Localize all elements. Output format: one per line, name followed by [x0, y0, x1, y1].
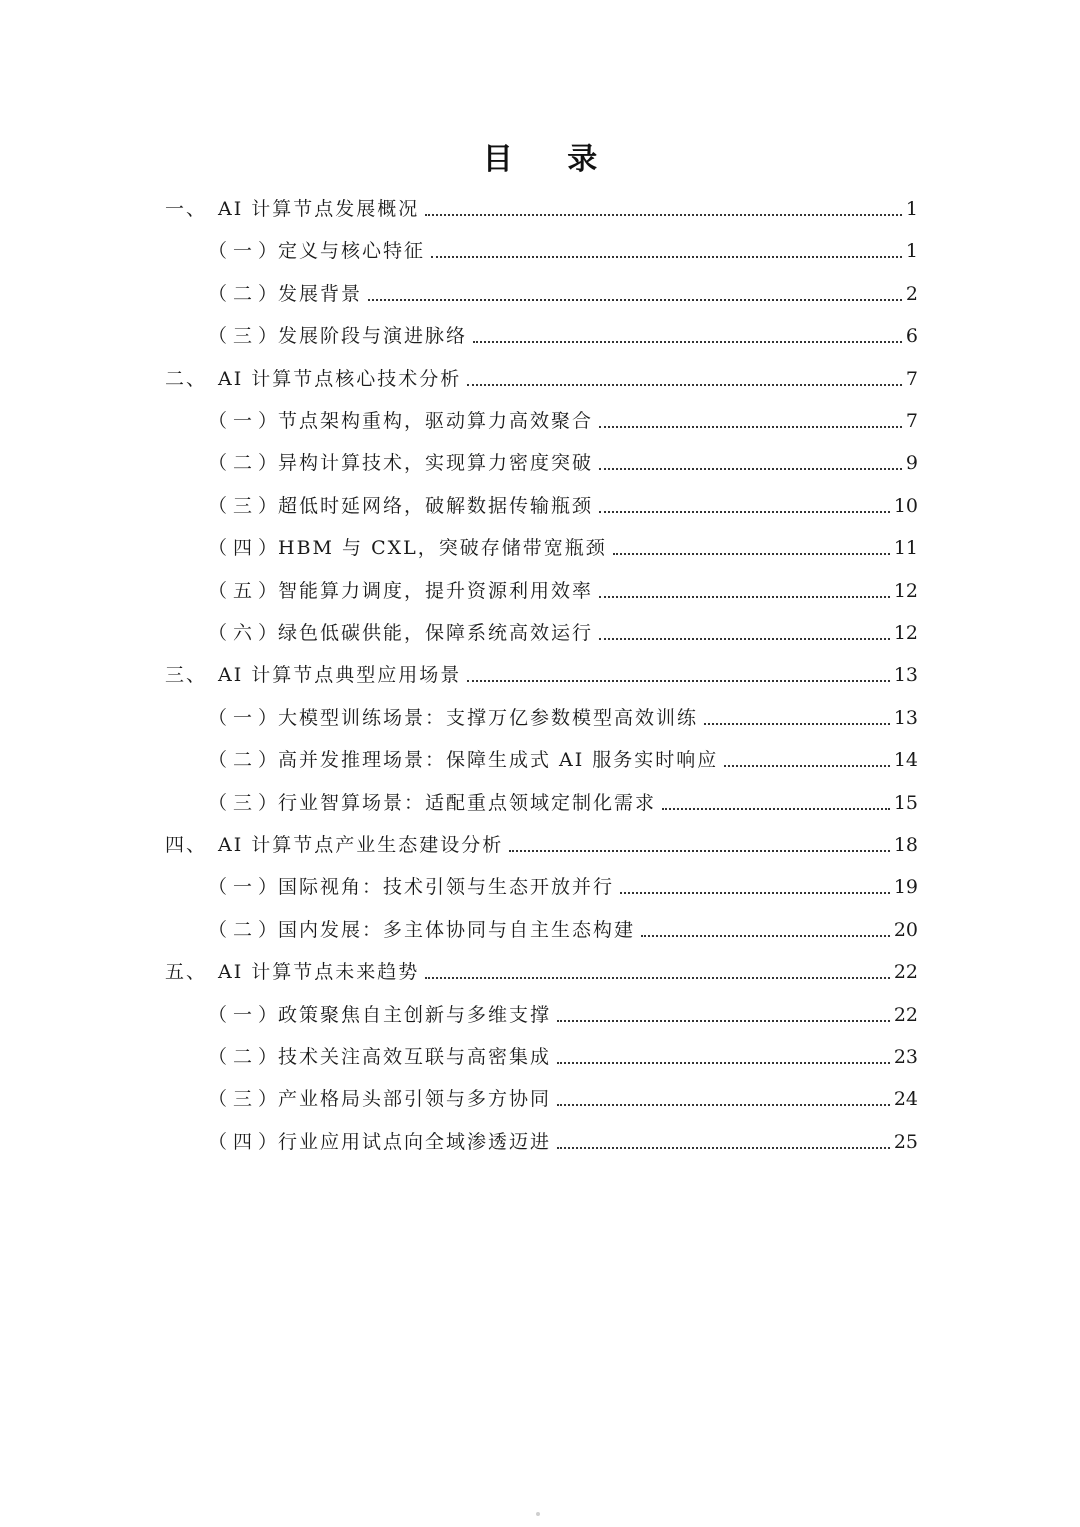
toc-entry-title: AI 计算节点未来趋势: [218, 961, 420, 984]
toc-entry-title: 行业应用试点向全域渗透迈进: [278, 1130, 552, 1153]
toc-section-entry[interactable]: [0, 1121, 1080, 1163]
toc-entry-number: （一）: [208, 1003, 284, 1026]
toc-page-number: 7: [905, 410, 918, 432]
dot-leader: [613, 553, 890, 555]
toc-section-entry[interactable]: [0, 909, 1080, 951]
dot-leader: [704, 723, 890, 725]
toc-entry-title: AI 计算节点产业生态建设分析: [218, 834, 504, 856]
toc-entry-title: AI 计算节点典型应用场景: [218, 664, 462, 687]
toc-entry-line: [218, 196, 918, 222]
toc-section-entry[interactable]: [0, 1078, 1080, 1120]
dot-leader: [425, 977, 890, 979]
toc-section-entry[interactable]: [0, 612, 1080, 654]
dot-leader: [473, 341, 902, 343]
toc-page-number: 13: [893, 664, 918, 687]
dot-leader: [641, 935, 890, 937]
toc-section-entry[interactable]: [0, 994, 1080, 1036]
toc-entry-line: [278, 620, 918, 646]
toc-section-entry[interactable]: [0, 866, 1080, 908]
toc-section-entry[interactable]: [0, 273, 1080, 315]
toc-entry-number: （二）: [208, 452, 284, 475]
toc-entry-line: [278, 1086, 918, 1112]
dot-leader: [509, 850, 890, 852]
toc-page-number: 22: [893, 1003, 918, 1026]
toc-entry-number: （二）: [208, 282, 284, 305]
toc-entry-title: 政策聚焦自主创新与多维支撑: [278, 1003, 552, 1026]
toc-entry-line: [278, 790, 918, 816]
toc-page-number: 15: [893, 791, 918, 814]
toc-entry-line: [278, 705, 918, 731]
page-marker-dot: [536, 1512, 540, 1516]
dot-leader: [557, 1147, 890, 1149]
dot-leader: [599, 426, 902, 428]
toc-entry-line: [218, 959, 918, 985]
toc-chapter-entry[interactable]: [0, 358, 1080, 400]
dot-leader: [599, 638, 890, 640]
toc-page-number: 2: [905, 282, 918, 305]
toc-entry-line: [278, 1044, 918, 1070]
toc-entry-title: 绿色低碳供能，保障系统高效运行: [278, 622, 594, 644]
page-title: 目 录: [482, 142, 620, 177]
toc-entry-line: [278, 323, 918, 349]
toc-entry-number: 五、: [165, 961, 208, 984]
toc-entry-title: 技术关注高效互联与高密集成: [278, 1046, 552, 1068]
dot-leader: [467, 680, 890, 682]
dot-leader: [368, 299, 902, 301]
toc-entry-line: [218, 662, 918, 688]
toc-page-number: 24: [893, 1088, 918, 1111]
toc-entry-line: [278, 408, 918, 434]
toc-entry-line: [278, 747, 918, 773]
toc-page-number: 12: [893, 622, 918, 644]
toc-entry-number: （三）: [208, 791, 284, 814]
toc-page-number: 22: [893, 961, 918, 984]
toc-page-number: 1: [905, 198, 918, 220]
toc-entry-number: 三、: [165, 664, 208, 687]
toc-page-number: 13: [893, 706, 918, 729]
toc-entry-line: [278, 1129, 918, 1155]
dot-leader: [599, 468, 902, 470]
toc-entry-title: AI 计算节点核心技术分析: [218, 367, 462, 390]
toc-entry-title: 节点架构重构，驱动算力高效聚合: [278, 410, 594, 432]
toc-entry-title: 智能算力调度，提升资源利用效率: [278, 579, 594, 602]
toc-entry-number: （二）: [208, 1046, 284, 1068]
toc-section-entry[interactable]: [0, 485, 1080, 527]
toc-entry-number: （二）: [208, 918, 284, 941]
toc-chapter-entry[interactable]: [0, 188, 1080, 230]
dot-leader: [431, 256, 902, 258]
toc-chapter-entry[interactable]: [0, 654, 1080, 696]
toc-entry-line: [278, 578, 918, 604]
toc-page-number: 20: [893, 918, 918, 941]
toc-entry-line: [278, 1002, 918, 1028]
toc-page-number: 25: [893, 1130, 918, 1153]
toc-entry-title: 高并发推理场景：保障生成式 AI 服务实时响应: [278, 749, 719, 772]
toc-entry-title: 异构计算技术，实现算力密度突破: [278, 452, 594, 475]
toc-entry-number: （一）: [208, 410, 284, 432]
toc-chapter-entry[interactable]: [0, 951, 1080, 993]
toc-entry-number: （五）: [208, 579, 284, 602]
toc-entry-number: （一）: [208, 876, 284, 899]
toc-entry-line: [278, 535, 918, 561]
toc-page-number: 7: [905, 367, 918, 390]
toc-entry-number: （三）: [208, 325, 284, 348]
toc-entry-line: [218, 366, 918, 392]
toc-entry-title: 行业智算场景：适配重点领域定制化需求: [278, 791, 657, 814]
toc-entry-title: 定义与核心特征: [278, 240, 426, 263]
toc-section-entry[interactable]: [0, 400, 1080, 442]
toc-section-entry[interactable]: [0, 697, 1080, 739]
dot-leader: [620, 892, 890, 894]
toc-entry-number: （三）: [208, 494, 284, 517]
toc-section-entry[interactable]: [0, 315, 1080, 357]
toc-page-number: 6: [905, 325, 918, 348]
toc-entry-title: 国内发展：多主体协同与自主生态构建: [278, 918, 636, 941]
toc-page-number: 23: [893, 1046, 918, 1068]
toc-entry-line: [278, 874, 918, 900]
toc-page-number: 11: [893, 537, 918, 560]
toc-entry-number: （二）: [208, 749, 284, 772]
toc-entry-line: [278, 493, 918, 519]
toc-page-number: 1: [905, 240, 918, 263]
toc-entry-number: 二、: [165, 367, 208, 390]
toc-entry-title: 国际视角：技术引领与生态开放并行: [278, 876, 615, 899]
toc-entry-number: （六）: [208, 622, 284, 644]
toc-section-entry[interactable]: [0, 739, 1080, 781]
toc-entry-number: （四）: [208, 537, 284, 560]
toc-page-number: 12: [893, 579, 918, 602]
toc-entry-line: [278, 238, 918, 264]
toc-page-number: 9: [905, 452, 918, 475]
toc-entry-number: （一）: [208, 706, 284, 729]
toc-entry-number: 一、: [165, 198, 208, 220]
dot-leader: [557, 1020, 890, 1022]
toc-entry-title: 超低时延网络，破解数据传输瓶颈: [278, 494, 594, 517]
toc-entry-line: [218, 832, 918, 858]
toc-entry-title: HBM 与 CXL，突破存储带宽瓶颈: [278, 537, 607, 560]
toc-page-number: 18: [893, 834, 918, 856]
dot-leader: [599, 511, 890, 513]
toc-entry-number: （一）: [208, 240, 284, 263]
toc-entry-title: 产业格局头部引领与多方协同: [278, 1088, 552, 1111]
dot-leader: [557, 1062, 890, 1064]
toc-section-entry[interactable]: [0, 230, 1080, 272]
toc-entry-number: （三）: [208, 1088, 284, 1111]
dot-leader: [425, 214, 902, 216]
toc-section-entry[interactable]: [0, 527, 1080, 569]
toc-section-entry[interactable]: [0, 442, 1080, 484]
dot-leader: [467, 384, 902, 386]
toc-page-number: 19: [893, 876, 918, 899]
toc-section-entry[interactable]: [0, 782, 1080, 824]
toc-entry-line: [278, 450, 918, 476]
toc-entry-number: （四）: [208, 1130, 284, 1153]
toc-entry-title: 大模型训练场景：支撑万亿参数模型高效训练: [278, 706, 699, 729]
toc-page-number: 10: [893, 494, 918, 517]
toc-entry-number: 四、: [165, 834, 208, 856]
dot-leader: [662, 808, 890, 810]
toc-section-entry[interactable]: [0, 1036, 1080, 1078]
toc-entry-title: AI 计算节点发展概况: [218, 198, 420, 220]
toc-entry-line: [278, 917, 918, 943]
dot-leader: [557, 1104, 890, 1106]
toc-entry-title: 发展背景: [278, 282, 363, 305]
toc-entry-title: 发展阶段与演进脉络: [278, 325, 468, 348]
toc-page-number: 14: [893, 749, 918, 772]
toc-section-entry[interactable]: [0, 570, 1080, 612]
dot-leader: [599, 596, 890, 598]
dot-leader: [724, 765, 890, 767]
toc-entry-line: [278, 281, 918, 307]
toc-chapter-entry[interactable]: [0, 824, 1080, 866]
